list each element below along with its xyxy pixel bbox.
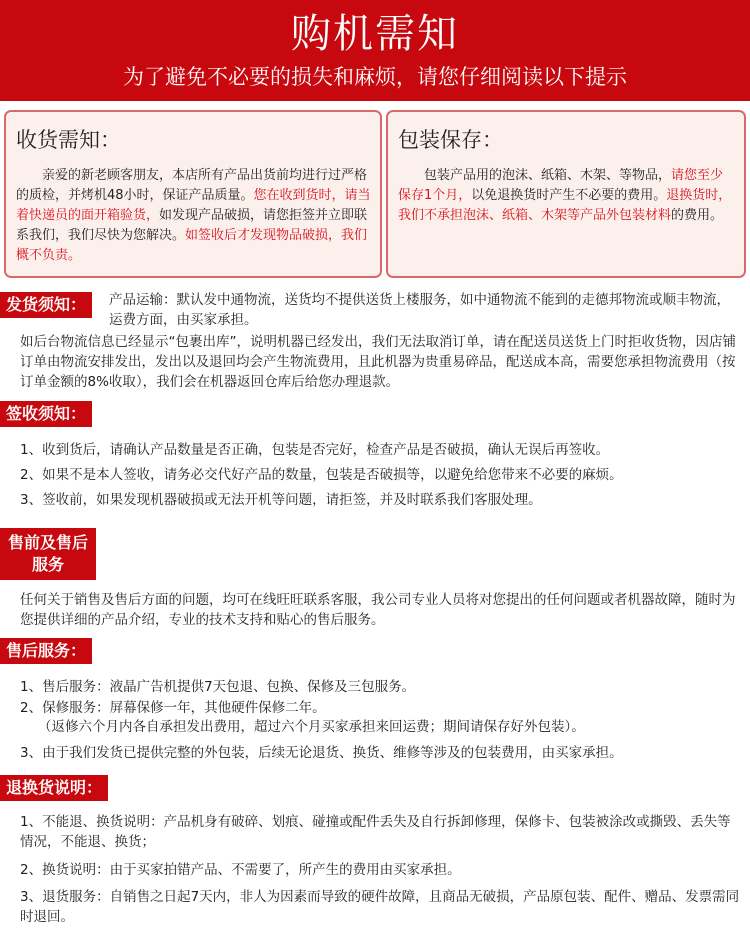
receive-text-1: 亲爱的新老顾客朋友，本店所有产品出货前均进行过严格的质检，并烤机48小时，保证产品质量。 xyxy=(16,168,368,203)
receive-notice-title: 收货需知： xyxy=(16,128,121,152)
packing-notice-card xyxy=(386,110,746,278)
packing-text-3: 以免退换货时产生不必要的费用。 xyxy=(471,188,667,203)
presale-label-line-2: 服务 xyxy=(31,555,64,574)
packing-text-5: 的费用。 xyxy=(671,208,724,223)
shipping-line-1: 产品运输：默认发中通物流，送货均不提供送货上楼服务，如中通物流不能到的走德邦物流或顺丰物流，运费方面，由买家承担。 xyxy=(109,292,730,328)
receive-notice-body xyxy=(16,166,372,266)
receive-text-4: 如签收后才发现物品破损，我们概不负责。 xyxy=(16,228,368,263)
sign-item-3: 3、签收前，如果发现机器破损或无法开机等问题，请拒签，并及时联系我们客服处理。 xyxy=(20,492,542,508)
packing-text-4: 退换货时，我们不承担泡沫、纸箱、木架等产品外包装材料 xyxy=(398,188,732,223)
receive-notice-card xyxy=(4,110,382,278)
receive-text-2: 您在收到货时，请当着快递员的面开箱验货， xyxy=(16,188,371,223)
returns-item-2: 2、换货说明：由于买家拍错产品、不需要了，所产生的费用由买家承担。 xyxy=(20,862,461,878)
sign-item-2: 2、如果不是本人签收，请务必交代好产品的数量，包装是否破损等，以避免给您带来不必要的麻烦。 xyxy=(20,467,623,483)
page-title: 购机需知 xyxy=(291,11,459,57)
receive-text-3: 如发现产品破损，请您拒签并立即联系我们，我们尽快为您解决。 xyxy=(16,208,368,243)
sign-item-1: 1、收到货后，请确认产品数量是否正确，包装是否完好，检查产品是否破损，确认无误后再签收。 xyxy=(20,442,610,458)
returns-item-3: 3、退货服务：自销售之日起7天内，非人为因素而导致的硬件故障，且商品无破损，产品原包装、配件、赠品、发票需同时退回。 xyxy=(20,889,740,925)
sign-label: 签收须知： xyxy=(0,401,92,427)
shipping-label: 发货须知： xyxy=(0,292,92,318)
presale-label-line-1: 售前及售后 xyxy=(7,533,88,552)
aftersale-item-2-note: （返修六个月内各自承担发出费用，超过六个月买家承担来回运费；期间请保存好外包装）。 xyxy=(38,719,585,735)
packing-text-1: 包装产品用的泡沫、纸箱、木架、等物品， xyxy=(424,168,672,183)
page-subtitle: 为了避免不必要的损失和麻烦，请您仔细阅读以下提示 xyxy=(123,65,627,89)
returns-label: 退换货说明： xyxy=(0,775,108,801)
packing-text-2: 请您至少保存1个月， xyxy=(398,168,724,203)
aftersale-item-2: 2、保修服务：屏幕保修一年，其他硬件保修二年。 xyxy=(20,700,326,716)
presale-label xyxy=(0,528,96,580)
packing-notice-title: 包装保存： xyxy=(398,128,503,152)
page-header xyxy=(0,0,750,101)
aftersale-item-3: 3、由于我们发货已提供完整的外包装，后续无论退货、换货、维修等涉及的包装费用，由买家承担。 xyxy=(20,745,623,761)
aftersale-item-1: 1、售后服务：液晶广告机提供7天包退、包换、保修及三包服务。 xyxy=(20,679,416,695)
aftersale-label: 售后服务： xyxy=(0,638,92,664)
shipping-line-2: 如后台物流信息已经显示“包裹出库”，说明机器已经发出，我们无法取消订单，请在配送员送货上门时拒收货物，因店铺订单由物流安排发出，发出以及退回均会产生物流费用，且此机器为贵重易碎品，配送成本高，需要您承担物流费用（按订单金额的8%收取），我们会在机器返回仓库后给您办理退款。 xyxy=(20,334,736,390)
returns-item-1: 1、不能退、换货说明：产品机身有破碎、划痕、碰撞或配件丢失及自行拆卸修理，保修卡、包装被涂改或撕毁、丢失等情况，不能退、换货； xyxy=(20,814,731,850)
presale-text: 任何关于销售及售后方面的问题，均可在线旺旺联系客服，我公司专业人员将对您提出的任何问题或者机器故障，随时为您提供详细的产品介绍，专业的技术支持和贴心的售后服务。 xyxy=(20,592,736,628)
packing-notice-body xyxy=(398,166,736,226)
